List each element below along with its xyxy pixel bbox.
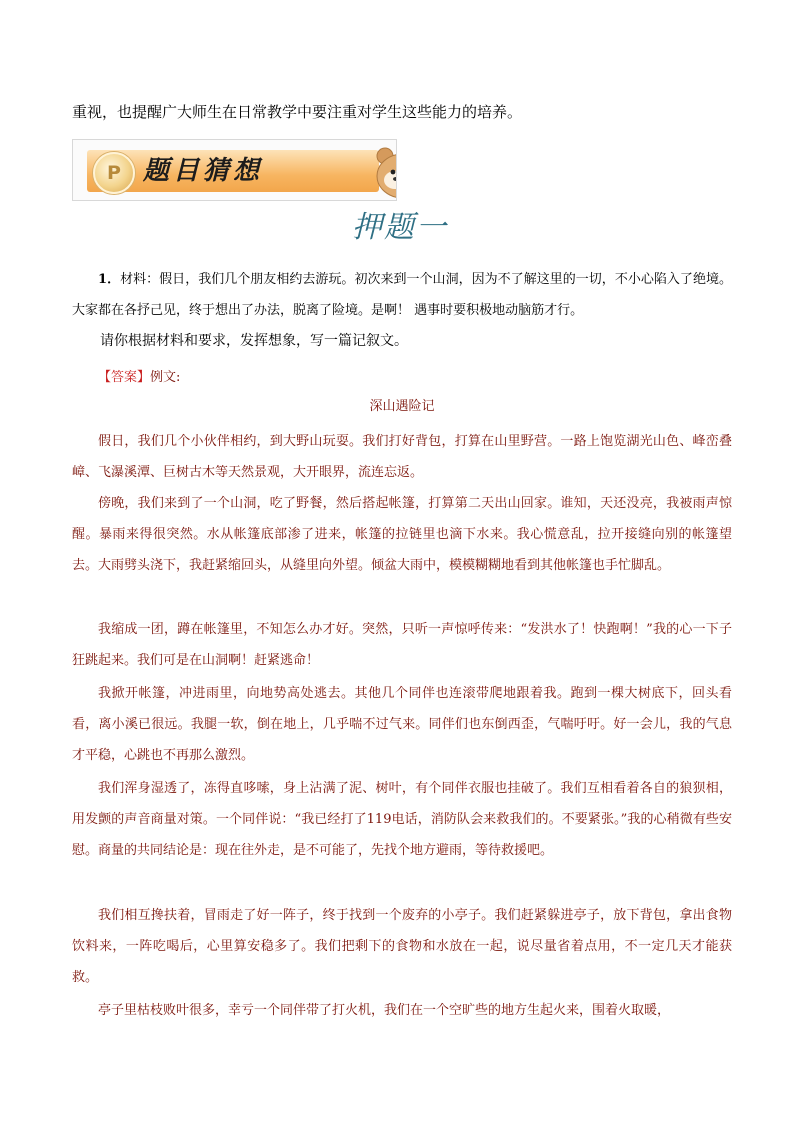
banner-title: 题目猜想: [143, 156, 264, 186]
essay-paragraph-1: 假日，我们几个小伙伴相约，到大野山玩耍。我们打好背包，打算在山里野营。一路上饱览湖光山色、峰峦叠嶂、飞瀑溪潭、巨树古木等天然景观，大开眼界，流连忘返。: [72, 434, 732, 480]
intro-line: 重视，也提醒广大师生在日常教学中要注重对学生这些能力的培养。: [72, 103, 523, 121]
section-heading: 押题一: [352, 210, 448, 245]
answer-label: 例文:: [150, 370, 181, 385]
question-instruction: 请你根据材料和要求，发挥想象，写一篇记叙文。: [100, 333, 408, 349]
essay-title: 深山遇险记: [369, 399, 435, 414]
material-label: 材料：: [120, 272, 160, 287]
essay-paragraph-2: 傍晚，我们来到了一个山洞，吃了野餐，然后搭起帐篷，打算第二天出山回家。谁知，天还没亮，我被雨声惊醒。暴雨来得很突然。水从帐篷底部渗了进来，帐篷的拉链里也滴下水来。我心慌意乱，拉开接缝向别的帐篷望去。大雨劈头浇下，我赶紧缩回头，从缝里向外望。倾盆大雨中，模模糊糊地看到其他帐篷也手忙脚乱。: [72, 496, 732, 573]
question-material: [72, 264, 732, 326]
essay-paragraph-6: 我们相互搀扶着，冒雨走了好一阵子，终于找到一个废弃的小亭子。我们赶紧躲进亭子，放下背包，拿出食物饮料来，一阵吃喝后，心里算安稳多了。我们把剩下的食物和水放在一起，说尽量省着点用，不一定几天才能获救。: [72, 908, 732, 985]
essay-paragraph-4: 我掀开帐篷，冲进雨里，向地势高处逃去。其他几个同伴也连滚带爬地跟着我。跑到一棵大树底下，回头看看，离小溪已很远。我腿一软，倒在地上，几乎喘不过气来。同伴们也东倒西歪，气喘吁吁。好一会儿，我的气息才平稳，心跳也不再那么激烈。: [72, 686, 732, 763]
bear-mascot-icon: [371, 142, 397, 200]
section-banner: [72, 139, 397, 201]
material-text: 假日，我们几个朋友相约去游玩。初次来到一个山洞，因为不了解这里的一切，不小心陷入了绝境。大家都在各抒己见，终于想出了办法，脱离了险境。是啊！ 遇事时要积极地动脑筋才行。: [72, 272, 732, 318]
essay-paragraph-5: 我们浑身湿透了，冻得直哆嗦，身上沾满了泥、树叶，有个同伴衣服也挂破了。我们互相看着各自的狼狈相，用发颤的声音商量对策。一个同伴说：“我已经打了119电话，消防队会来救我们的。不要紧张。”我的心稍微有些安慰。商量的共同结论是：现在往外走，是不可能了，先找个地方避雨，等待救援吧。: [72, 781, 732, 858]
coin-letter: P: [107, 162, 121, 184]
answer-line: [72, 362, 732, 393]
coin-icon: [93, 152, 135, 194]
essay-paragraph-7: 亭子里枯枝败叶很多，幸亏一个同伴带了打火机，我们在一个空旷些的地方生起火来，围着火取暖，: [98, 1003, 671, 1018]
answer-tag: 【答案】: [98, 370, 151, 385]
question-number: 1．: [98, 272, 121, 287]
essay-paragraph-3: 我缩成一团，蹲在帐篷里，不知怎么办才好。突然，只听一声惊呼传来：“发洪水了！快跑啊！”我的心一下子狂跳起来。我们可是在山洞啊！赶紧逃命！: [72, 622, 732, 668]
